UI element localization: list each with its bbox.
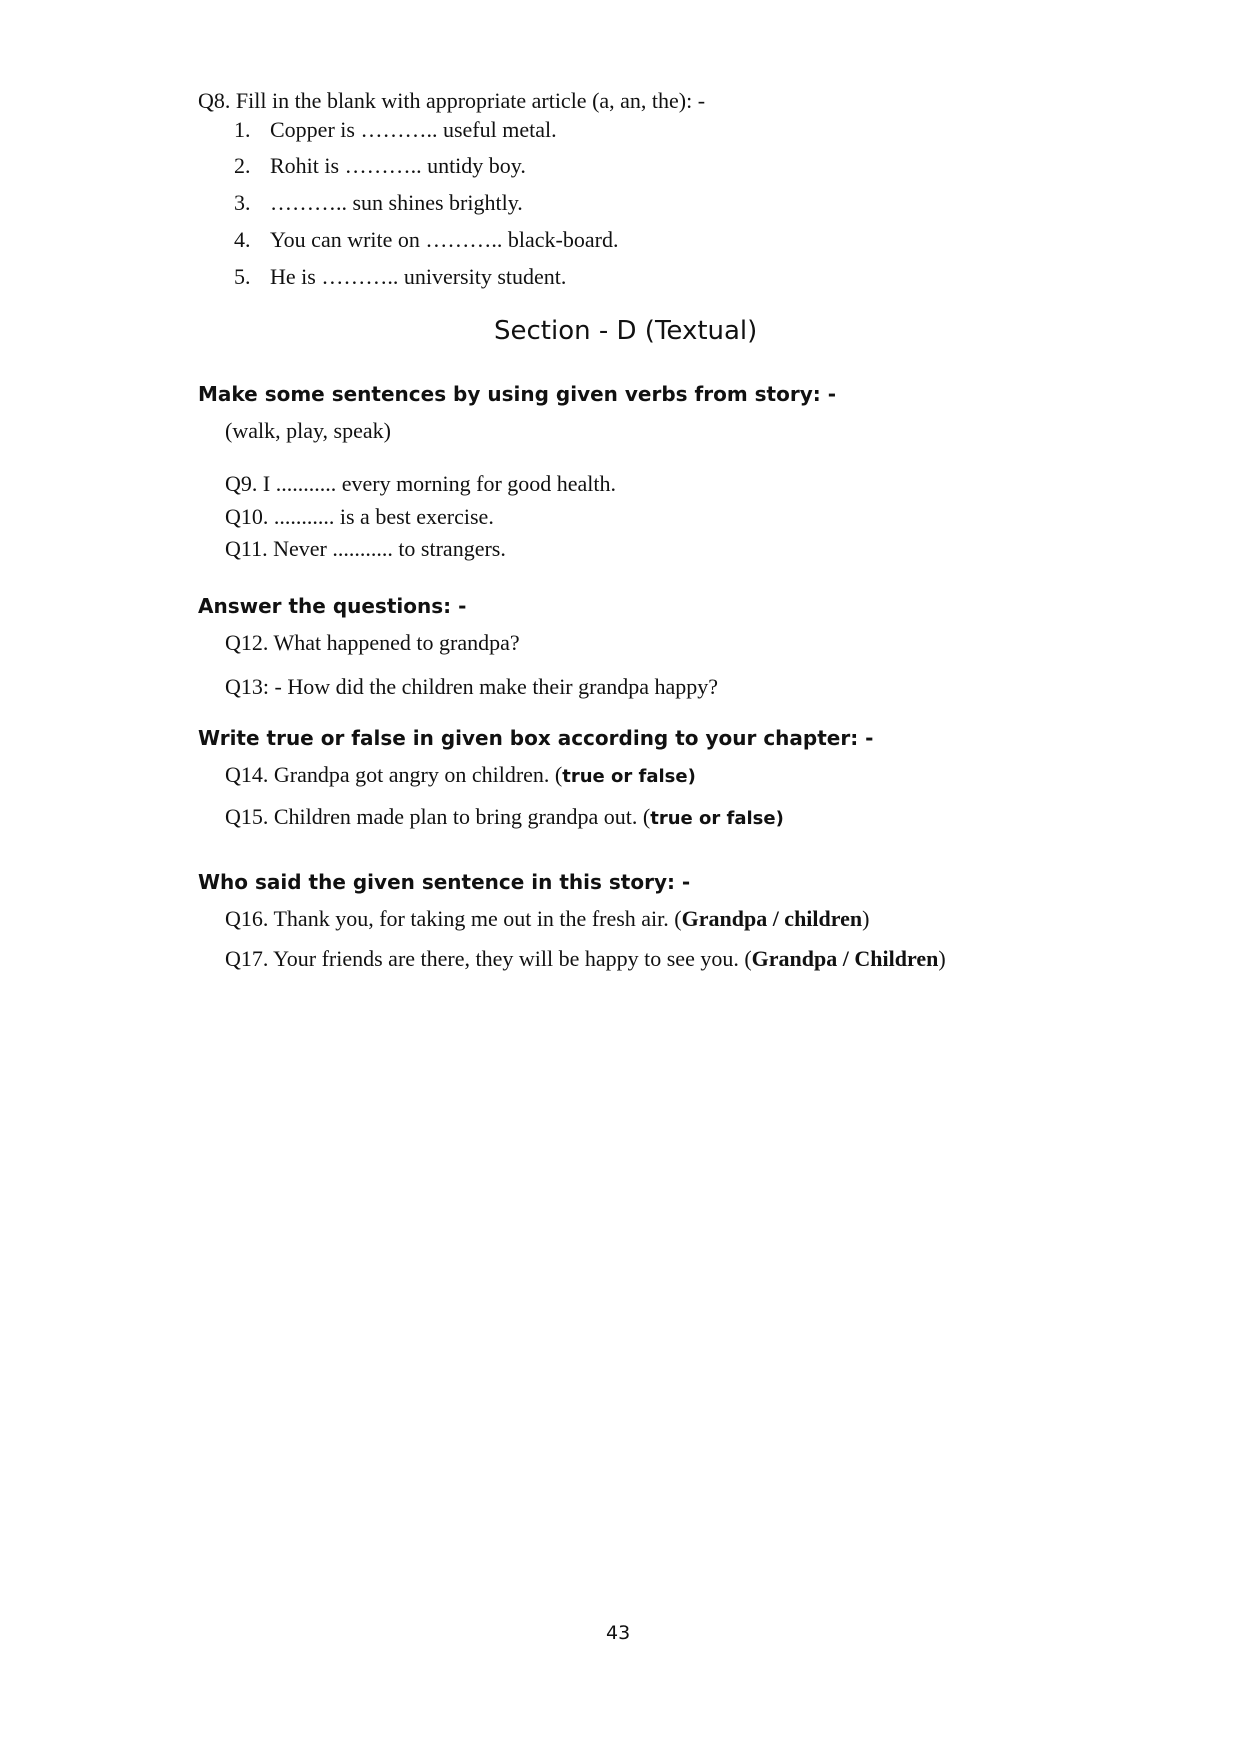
q15-hint: true or false) [650,808,784,829]
page-number: 43 [606,1622,631,1644]
q16-text [225,906,869,932]
q17-question: Q17. Your friends are there, they will be happy to see you. ( [225,946,752,971]
list-number: 3. [234,190,251,215]
q16-close: ) [862,906,870,931]
verbs-list: (walk, play, speak) [225,418,391,443]
q13-text: Q13: - How did the children make their grandpa happy? [225,674,719,699]
q17-text [225,946,946,972]
q10-text: Q10. ........... is a best exercise. [225,504,494,529]
list-text: ……….. sun shines brightly. [270,190,523,215]
q11-text: Q11. Never ........... to strangers. [225,536,506,561]
list-text: Copper is ……….. useful metal. [270,117,557,142]
q14-text [225,762,696,788]
list-text: You can write on ……….. black-board. [270,227,619,252]
list-number: 2. [234,153,251,178]
list-text: He is ……….. university student. [270,264,567,289]
q9-text: Q9. I ........... every morning for good health. [225,471,617,496]
q14-question: Q14. Grandpa got angry on children. ( [225,762,563,787]
list-number: 1. [234,117,251,142]
list-text: Rohit is ……….. untidy boy. [270,153,526,178]
list-number: 5. [234,264,251,289]
list-item [234,227,618,253]
section-title: Section - D (Textual) [494,316,758,346]
q17-options: Grandpa / Children [751,946,939,971]
q14-hint: true or false) [562,766,696,787]
list-item [234,264,566,290]
truefalse-heading: Write true or false in given box according to your chapter: - [198,726,874,750]
whosaid-heading: Who said the given sentence in this story: - [198,870,691,894]
list-item [234,117,557,143]
list-number: 4. [234,227,251,252]
verbs-heading: Make some sentences by using given verbs from story: - [198,382,836,406]
answer-heading: Answer the questions: - [198,594,467,618]
q16-options: Grandpa / children [681,906,863,931]
list-item [234,153,526,179]
q8-prompt: Q8. Fill in the blank with appropriate article (a, an, the): - [198,88,706,113]
q15-question: Q15. Children made plan to bring grandpa out. ( [225,804,651,829]
list-item [234,190,523,216]
q16-question: Q16. Thank you, for taking me out in the fresh air. ( [225,906,682,931]
q17-close: ) [938,946,946,971]
q15-text [225,804,784,830]
q12-text: Q12. What happened to grandpa? [225,630,520,655]
